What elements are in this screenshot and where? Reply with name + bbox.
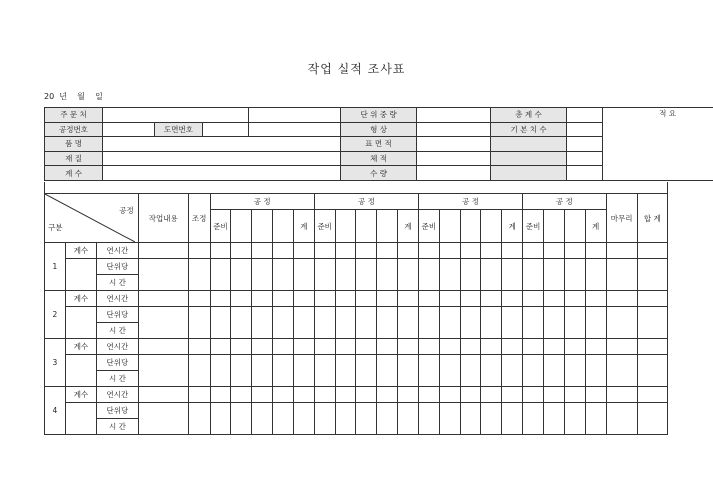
data-cell[interactable]: [335, 291, 356, 307]
data-cell[interactable]: [138, 339, 188, 355]
data-cell[interactable]: [377, 291, 398, 307]
blank-field[interactable]: [567, 151, 603, 166]
data-cell[interactable]: [138, 387, 188, 403]
data-cell[interactable]: [564, 403, 585, 435]
data-cell[interactable]: [439, 403, 460, 435]
data-cell[interactable]: [335, 403, 356, 435]
row-unit-label: 단위당: [97, 307, 139, 323]
drawing-no-field[interactable]: [203, 122, 249, 137]
spacer-cell: [249, 122, 341, 137]
process-header-1: 공 정: [210, 194, 314, 210]
data-cell[interactable]: [138, 259, 188, 291]
data-cell[interactable]: [335, 259, 356, 291]
data-cell[interactable]: [314, 387, 335, 403]
data-cell[interactable]: [418, 307, 439, 339]
drawing-no-label: 도면번호: [155, 122, 203, 137]
data-cell[interactable]: [293, 403, 314, 435]
data-cell[interactable]: [460, 259, 481, 291]
data-cell[interactable]: [377, 355, 398, 387]
row-count-label: 계수: [65, 339, 96, 355]
data-cell[interactable]: [418, 403, 439, 435]
data-cell[interactable]: [481, 291, 502, 307]
material-label: 재 질: [45, 151, 103, 166]
data-cell[interactable]: [252, 355, 273, 387]
data-cell[interactable]: [544, 403, 565, 435]
data-cell[interactable]: [544, 243, 565, 259]
process-header-4: 공 정: [523, 194, 606, 210]
data-cell[interactable]: [481, 339, 502, 355]
prep-header: 준비: [523, 210, 544, 243]
row-count-value[interactable]: [65, 403, 96, 435]
unit-weight-field[interactable]: [417, 108, 491, 123]
data-cell[interactable]: [523, 259, 544, 291]
process-header-3: 공 정: [418, 194, 522, 210]
process-no-field[interactable]: [103, 122, 155, 137]
data-cell[interactable]: [606, 243, 637, 259]
data-cell[interactable]: [418, 339, 439, 355]
data-cell[interactable]: [481, 403, 502, 435]
count-label: 계 수: [45, 166, 103, 181]
data-cell[interactable]: [637, 291, 667, 307]
data-cell[interactable]: [314, 259, 335, 291]
data-cell[interactable]: [252, 403, 273, 435]
data-cell[interactable]: [398, 403, 419, 435]
data-cell[interactable]: [502, 307, 523, 339]
data-cell[interactable]: [502, 387, 523, 403]
data-cell[interactable]: [398, 243, 419, 259]
data-cell[interactable]: [523, 339, 544, 355]
blank-gray-cell: [491, 137, 567, 152]
data-cell[interactable]: [335, 307, 356, 339]
data-cell[interactable]: [564, 259, 585, 291]
data-cell[interactable]: [210, 403, 231, 435]
shape-label: 형 상: [341, 122, 417, 137]
data-cell[interactable]: [564, 355, 585, 387]
surface-area-label: 표 면 적: [341, 137, 417, 152]
data-cell[interactable]: [293, 387, 314, 403]
data-cell[interactable]: [377, 339, 398, 355]
process-header-2: 공 정: [314, 194, 418, 210]
data-cell[interactable]: [252, 291, 273, 307]
data-cell[interactable]: [252, 307, 273, 339]
row-unit-label: 시 간: [97, 419, 139, 435]
data-cell[interactable]: [637, 307, 667, 339]
data-cell[interactable]: [606, 339, 637, 355]
data-cell[interactable]: [481, 307, 502, 339]
data-cell[interactable]: [377, 387, 398, 403]
data-cell[interactable]: [314, 355, 335, 387]
corner-process-label: 공정: [119, 206, 134, 215]
data-cell[interactable]: [252, 387, 273, 403]
row-unit-label: 시 간: [97, 275, 139, 291]
data-cell[interactable]: [502, 259, 523, 291]
data-cell[interactable]: [273, 355, 294, 387]
data-cell[interactable]: [138, 307, 188, 339]
data-cell[interactable]: [377, 243, 398, 259]
data-cell[interactable]: [502, 339, 523, 355]
data-cell[interactable]: [585, 339, 606, 355]
data-cell[interactable]: [273, 339, 294, 355]
data-cell[interactable]: [138, 291, 188, 307]
row-number: 3: [45, 339, 66, 387]
count-field[interactable]: [103, 166, 341, 181]
volume-field[interactable]: [417, 151, 491, 166]
prep-header: 준비: [418, 210, 439, 243]
reference-dim-field[interactable]: [567, 122, 603, 137]
product-name-field[interactable]: [103, 137, 341, 152]
data-cell[interactable]: [273, 387, 294, 403]
blank-gray-cell: [491, 151, 567, 166]
data-cell[interactable]: [188, 243, 210, 259]
data-cell[interactable]: [460, 307, 481, 339]
volume-label: 체 적: [341, 151, 417, 166]
data-cell[interactable]: [356, 355, 377, 387]
row-unit-label: 단위당: [97, 259, 139, 275]
data-cell[interactable]: [188, 307, 210, 339]
data-cell[interactable]: [398, 259, 419, 291]
data-cell[interactable]: [637, 403, 667, 435]
data-cell[interactable]: [188, 291, 210, 307]
row-count-label: 계수: [65, 243, 96, 259]
data-cell[interactable]: [335, 355, 356, 387]
data-cell[interactable]: [585, 387, 606, 403]
material-field[interactable]: [103, 151, 341, 166]
data-cell[interactable]: [502, 403, 523, 435]
blank-field[interactable]: [567, 137, 603, 152]
step-header-cell: [564, 210, 585, 243]
row-delay-label: 연시간: [97, 387, 139, 403]
data-cell[interactable]: [210, 259, 231, 291]
data-cell[interactable]: [356, 307, 377, 339]
data-cell[interactable]: [398, 307, 419, 339]
blank-field[interactable]: [567, 166, 603, 181]
data-cell[interactable]: [231, 243, 252, 259]
data-cell[interactable]: [637, 259, 667, 291]
data-cell[interactable]: [439, 291, 460, 307]
quantity-field[interactable]: [417, 166, 491, 181]
order-label: 주 문 처: [45, 108, 103, 123]
data-cell[interactable]: [398, 387, 419, 403]
total-count-field[interactable]: [567, 108, 603, 123]
remarks-label: 적 요: [659, 109, 676, 118]
step-header-cell: [252, 210, 273, 243]
data-cell[interactable]: [439, 307, 460, 339]
data-cell[interactable]: [481, 243, 502, 259]
data-cell[interactable]: [606, 259, 637, 291]
data-cell[interactable]: [637, 387, 667, 403]
data-cell[interactable]: [418, 387, 439, 403]
data-cell[interactable]: [293, 259, 314, 291]
data-cell[interactable]: [564, 387, 585, 403]
step-header-cell: [460, 210, 481, 243]
data-cell[interactable]: [293, 339, 314, 355]
data-cell[interactable]: [252, 259, 273, 291]
row-unit-label: 단위당: [97, 355, 139, 371]
data-cell[interactable]: [356, 339, 377, 355]
data-cell[interactable]: [439, 355, 460, 387]
data-cell[interactable]: [460, 243, 481, 259]
data-cell[interactable]: [637, 243, 667, 259]
row-unit-label: 시 간: [97, 323, 139, 339]
data-cell[interactable]: [637, 339, 667, 355]
data-cell[interactable]: [293, 243, 314, 259]
header-table: [44, 107, 713, 181]
finish-header: 마무리: [606, 194, 637, 243]
data-cell[interactable]: [523, 355, 544, 387]
data-cell[interactable]: [231, 355, 252, 387]
data-cell[interactable]: [398, 291, 419, 307]
data-cell[interactable]: [502, 291, 523, 307]
reference-dim-label: 기 본 치 수: [491, 122, 567, 137]
row-count-value[interactable]: [65, 307, 96, 339]
total-header: 합 계: [637, 194, 667, 243]
quantity-label: 수 량: [341, 166, 417, 181]
data-cell[interactable]: [564, 339, 585, 355]
remarks-field[interactable]: [603, 108, 713, 181]
subtotal-header: 계: [398, 210, 419, 243]
order-field[interactable]: [103, 108, 249, 123]
data-cell[interactable]: [188, 259, 210, 291]
data-cell[interactable]: [523, 387, 544, 403]
data-cell[interactable]: [418, 259, 439, 291]
data-cell[interactable]: [188, 355, 210, 387]
data-cell[interactable]: [585, 259, 606, 291]
row-delay-label: 연시간: [97, 339, 139, 355]
data-cell[interactable]: [439, 387, 460, 403]
process-no-label: 공정번호: [45, 122, 103, 137]
spacer-cell: [249, 108, 341, 123]
adjust-header: 조정: [188, 194, 210, 243]
data-cell[interactable]: [293, 291, 314, 307]
data-cell[interactable]: [377, 403, 398, 435]
data-cell[interactable]: [138, 355, 188, 387]
row-number: 2: [45, 291, 66, 339]
data-cell[interactable]: [252, 339, 273, 355]
step-header-cell: [481, 210, 502, 243]
data-cell[interactable]: [356, 243, 377, 259]
data-cell[interactable]: [523, 243, 544, 259]
data-cell[interactable]: [356, 403, 377, 435]
work-content-header: 작업내용: [138, 194, 188, 243]
data-cell[interactable]: [293, 307, 314, 339]
data-cell[interactable]: [356, 291, 377, 307]
data-cell[interactable]: [439, 339, 460, 355]
subtotal-header: 계: [585, 210, 606, 243]
data-cell[interactable]: [637, 355, 667, 387]
data-cell[interactable]: [398, 355, 419, 387]
data-cell[interactable]: [606, 403, 637, 435]
data-cell[interactable]: [544, 339, 565, 355]
data-cell[interactable]: [293, 355, 314, 387]
data-cell[interactable]: [585, 243, 606, 259]
data-cell[interactable]: [585, 355, 606, 387]
data-cell[interactable]: [231, 339, 252, 355]
data-cell[interactable]: [481, 355, 502, 387]
data-cell[interactable]: [138, 243, 188, 259]
data-cell[interactable]: [377, 307, 398, 339]
data-cell[interactable]: [544, 307, 565, 339]
data-cell[interactable]: [544, 291, 565, 307]
data-cell[interactable]: [564, 243, 585, 259]
data-cell[interactable]: [273, 259, 294, 291]
row-delay-label: 연시간: [97, 291, 139, 307]
data-cell[interactable]: [585, 291, 606, 307]
page-title: 작업 실적 조사표: [307, 62, 406, 76]
data-cell[interactable]: [439, 243, 460, 259]
data-cell[interactable]: [585, 403, 606, 435]
data-cell[interactable]: [314, 243, 335, 259]
row-number: 4: [45, 387, 66, 435]
data-cell[interactable]: [523, 291, 544, 307]
data-cell[interactable]: [273, 291, 294, 307]
data-cell[interactable]: [252, 243, 273, 259]
row-count-value[interactable]: [65, 355, 96, 387]
data-cell[interactable]: [335, 243, 356, 259]
data-cell[interactable]: [314, 403, 335, 435]
data-cell[interactable]: [502, 355, 523, 387]
data-cell[interactable]: [460, 355, 481, 387]
data-cell[interactable]: [356, 387, 377, 403]
data-cell[interactable]: [231, 259, 252, 291]
data-cell[interactable]: [231, 291, 252, 307]
data-cell[interactable]: [481, 259, 502, 291]
data-cell[interactable]: [460, 291, 481, 307]
data-cell[interactable]: [314, 291, 335, 307]
step-header-cell: [544, 210, 565, 243]
data-cell[interactable]: [418, 291, 439, 307]
data-cell[interactable]: [210, 243, 231, 259]
blank-gray-cell: [491, 166, 567, 181]
data-cell[interactable]: [398, 339, 419, 355]
data-cell[interactable]: [418, 355, 439, 387]
data-cell[interactable]: [460, 339, 481, 355]
total-count-label: 총 계 수: [491, 108, 567, 123]
data-cell[interactable]: [231, 307, 252, 339]
data-cell[interactable]: [188, 339, 210, 355]
data-cell[interactable]: [606, 387, 637, 403]
data-cell[interactable]: [606, 307, 637, 339]
date-line: 20 년 월 일: [44, 92, 103, 101]
data-cell[interactable]: [210, 291, 231, 307]
data-cell[interactable]: [314, 339, 335, 355]
subtotal-header: 계: [293, 210, 314, 243]
subtotal-header: 계: [502, 210, 523, 243]
data-cell[interactable]: [418, 243, 439, 259]
row-count-label: 계수: [65, 291, 96, 307]
data-cell[interactable]: [335, 339, 356, 355]
shape-field[interactable]: [417, 122, 491, 137]
step-header-cell: [439, 210, 460, 243]
row-number: 1: [45, 243, 66, 291]
prep-header: 준비: [314, 210, 335, 243]
data-cell[interactable]: [273, 243, 294, 259]
row-delay-label: 연시간: [97, 243, 139, 259]
data-cell[interactable]: [188, 403, 210, 435]
step-header-cell: [273, 210, 294, 243]
data-cell[interactable]: [439, 259, 460, 291]
data-cell[interactable]: [138, 403, 188, 435]
data-cell[interactable]: [564, 307, 585, 339]
data-cell[interactable]: [273, 403, 294, 435]
surface-area-field[interactable]: [417, 137, 491, 152]
data-cell[interactable]: [564, 291, 585, 307]
data-cell[interactable]: [523, 307, 544, 339]
product-name-label: 품 명: [45, 137, 103, 152]
data-cell[interactable]: [606, 291, 637, 307]
section-separator: [44, 182, 668, 193]
diagonal-line: [45, 194, 135, 242]
data-cell[interactable]: [356, 259, 377, 291]
data-cell[interactable]: [210, 339, 231, 355]
data-cell[interactable]: [377, 259, 398, 291]
row-unit-label: 시 간: [97, 371, 139, 387]
row-unit-label: 단위당: [97, 403, 139, 419]
data-cell[interactable]: [231, 403, 252, 435]
step-header-cell: [231, 210, 252, 243]
unit-weight-label: 단 위 중 량: [341, 108, 417, 123]
data-cell[interactable]: [314, 307, 335, 339]
data-cell[interactable]: [460, 387, 481, 403]
row-count-value[interactable]: [65, 259, 96, 291]
data-cell[interactable]: [273, 307, 294, 339]
data-cell[interactable]: [502, 243, 523, 259]
step-header-cell: [356, 210, 377, 243]
step-header-cell: [377, 210, 398, 243]
data-cell[interactable]: [481, 387, 502, 403]
data-cell[interactable]: [210, 355, 231, 387]
row-count-label: 계수: [65, 387, 96, 403]
data-cell[interactable]: [231, 387, 252, 403]
prep-header: 준비: [210, 210, 231, 243]
data-cell[interactable]: [585, 307, 606, 339]
step-header-cell: [335, 210, 356, 243]
corner-cell: [45, 194, 139, 243]
data-cell[interactable]: [523, 403, 544, 435]
data-cell[interactable]: [210, 387, 231, 403]
data-cell[interactable]: [544, 259, 565, 291]
data-cell[interactable]: [544, 355, 565, 387]
data-cell[interactable]: [335, 387, 356, 403]
corner-category-label: 구분: [48, 223, 63, 232]
data-cell[interactable]: [188, 387, 210, 403]
data-cell[interactable]: [606, 355, 637, 387]
data-cell[interactable]: [210, 307, 231, 339]
data-cell[interactable]: [544, 387, 565, 403]
data-cell[interactable]: [460, 403, 481, 435]
process-grid: [44, 193, 668, 435]
